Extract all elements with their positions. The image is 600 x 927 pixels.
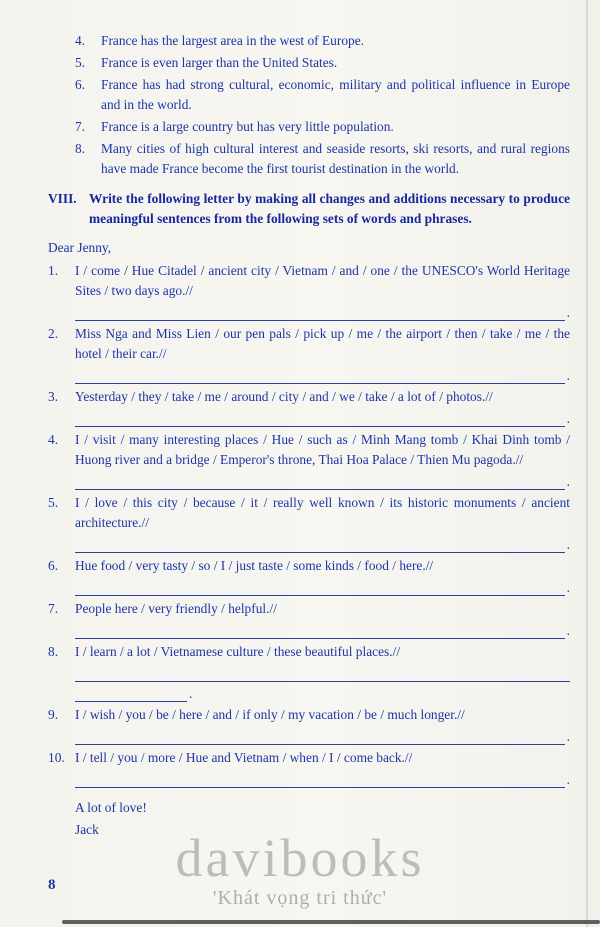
item-text: People here / very friendly / helpful.// [75,601,277,616]
letter-item [48,748,570,768]
blank-period: . [566,537,570,552]
blank-line [75,623,565,639]
answer-blank [75,364,570,384]
blank-line [75,305,565,321]
blank-period: . [566,368,570,383]
watermark-logo: davibooks [175,828,425,888]
answer-blank [75,533,570,553]
item-text: Many cities of high cultural interest and seaside resorts, ski resorts, and rural regions have made France become the first tourist destination in the world. [101,141,570,176]
blank-line [75,474,565,490]
item-number: 7. [75,119,86,134]
item-text: Yesterday / they / take / me / around / city / and / we / take / a lot of / photos.// [75,389,493,404]
answer-blank [75,407,570,427]
blank-line [75,772,565,788]
letter-item [48,705,570,725]
item-number: 6. [48,558,59,573]
item-text: France is even larger than the United States. [101,55,338,70]
item-text: I / love / this city / because / it / really well known / its historic monuments / ancient architecture.// [75,495,570,530]
exercise-item [75,31,570,51]
section-number: VIII. [48,191,77,206]
item-number: 10. [48,750,65,765]
item-number: 1. [48,263,59,278]
blank-period: . [566,580,570,595]
item-number: 9. [48,707,59,722]
item-text: I / visit / many interesting places / Hue / such as / Minh Mang tomb / Khai Dinh tomb / Huong river and a bridge / Emperor's throne, Thai Hoa Palace / Thien Mu pagoda.// [75,432,570,467]
letter-item [48,430,570,470]
blank-line [75,729,565,745]
blank-period: . [566,474,570,489]
item-number: 8. [75,141,86,156]
letter-closing: A lot of love! [75,800,147,815]
answer-blank [75,682,570,702]
blank-period: . [189,686,193,701]
item-text: Miss Nga and Miss Lien / our pen pals / pick up / me / the airport / then / take / me / the hotel / their car.// [75,326,570,361]
blank-period: . [566,411,570,426]
item-text: I / tell / you / more / Hue and Vietnam / when / I / come back.// [75,750,413,765]
item-number: 6. [75,77,86,92]
answer-blank [75,619,570,639]
blank-line [75,537,565,553]
item-text: I / wish / you / be / here / and / if only / my vacation / be / much longer.// [75,707,465,722]
blank-line [75,411,565,427]
letter-item [48,324,570,364]
letter-signature: Jack [75,822,99,837]
letter-salutation: Dear Jenny, [48,240,112,255]
item-text: I / come / Hue Citadel / ancient city / Vietnam / and / one / the UNESCO's World Heritage Sites / two days ago.// [75,263,570,298]
section-title: Write the following letter by making all changes and additions necessary to produce meaningful sentences from the following sets of words and phrases. [89,191,570,226]
answer-blank [75,470,570,490]
blank-line [75,368,565,384]
item-number: 7. [48,601,59,616]
answer-blank [75,301,570,321]
blank-line [75,686,187,702]
blank-period: . [566,729,570,744]
letter-item [48,387,570,407]
blank-period: . [566,772,570,787]
letter-item [48,599,570,619]
item-number: 5. [75,55,86,70]
answer-blank [75,576,570,596]
item-number: 4. [48,432,59,447]
watermark [175,828,425,910]
watermark-tagline: 'Khát vọng tri thức' [212,887,388,909]
scan-edge-bottom [62,920,600,924]
answer-blank [75,662,570,682]
blank-period: . [566,623,570,638]
exercise-item [75,139,570,179]
answer-blank [75,725,570,745]
scan-edge-right [586,0,588,927]
page-content [48,31,570,840]
item-number: 5. [48,495,59,510]
letter-item [48,642,570,662]
item-text: France has had strong cultural, economic, military and political influence in Europe and in the world. [101,77,570,112]
letter-item [48,556,570,576]
letter-item [48,493,570,533]
item-number: 3. [48,389,59,404]
answer-blank [75,768,570,788]
exercise-item [75,75,570,115]
exercise-item [75,53,570,73]
item-text: I / learn / a lot / Vietnamese culture / these beautiful places.// [75,644,401,659]
item-number: 8. [48,644,59,659]
blank-line [75,580,565,596]
exercise-item [75,117,570,137]
item-number: 2. [48,326,59,341]
letter-item [48,261,570,301]
item-text: Hue food / very tasty / so / I / just taste / some kinds / food / here.// [75,558,434,573]
blank-line [75,666,570,682]
item-number: 4. [75,33,86,48]
blank-period: . [566,305,570,320]
item-text: France is a large country but has very little population. [101,119,394,134]
page-number: 8 [48,877,56,893]
section-heading [48,189,570,229]
item-text: France has the largest area in the west of Europe. [101,33,365,48]
